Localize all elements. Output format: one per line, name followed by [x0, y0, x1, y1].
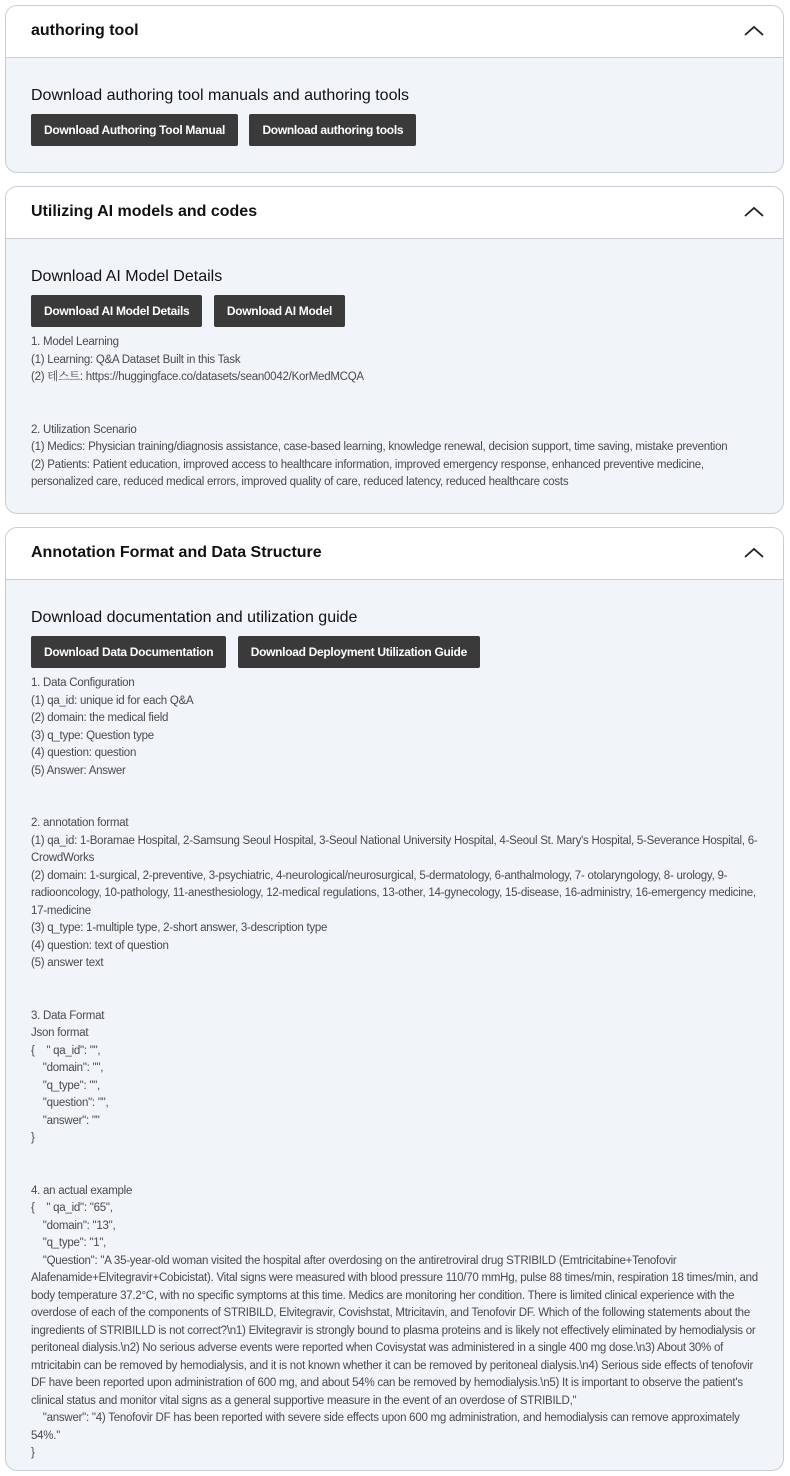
text-line: Json format — [31, 1027, 89, 1039]
text-line: (3) q_type: Question type — [31, 729, 154, 742]
panel-title: Utilizing AI models and codes — [31, 203, 258, 220]
text-line: 2. Utilization Scenario — [31, 423, 137, 436]
text-line: "q_type": "", — [31, 1079, 100, 1092]
annotation-description — [31, 675, 766, 1463]
download-ai-model-button[interactable]: Download AI Model — [214, 295, 345, 327]
text-line: "Question": "A 35-year-old woman visited the hospital after overdosing on the antiretroviral drug STRIBILD (Emtricitabine+Tenofovir Alafenamide+Elvitegravir+Cobicistat). Vital signs were measured with blood pressure 110/70 mmHg, pulse 88 times/min, respiration 18 times/min, and body temperature 37.2°C, with no specific symptoms at this time. Medics are monitoring her condition. There is limited clinical experience with the overdose of each of the components of STRIBILD, Elvitegravir, Covishstat, Mtricitavin, and Tenofovir DF. Which of the following statements about the ingredients of STRIBILLD is not correct?\n1) Elvitegravir is strongly bound to plasma proteins and is likely not effectively eliminated by hemodialysis or peritoneal dialysis.\n2) No serious adverse events were reported when Covisystat was administered in a single 400 mg dose.\n3) About 30% of mtricitabin can be removed by hemodialysis, and it is not known whether it can be removed by peritoneal dialysis.\n4) Serious side effects of tenofovir DF have been reported upon administration of 600 mg, and about 54% can be removed by hemodialysis.\n5) It is important to observe the patient's clinical status and monitor vital signs as a general supportive measure in the event of an overdose of STRIBILD," — [31, 1254, 761, 1407]
ai-model-description — [31, 334, 766, 492]
text-line: 4. an actual example — [31, 1184, 133, 1197]
text-line: { " qa_id": "", — [31, 1044, 101, 1057]
download-deployment-guide-button[interactable]: Download Deployment Utilization Guide — [238, 636, 480, 668]
text-line: (3) q_type: 1-multiple type, 2-short answer, 3-description type — [31, 922, 328, 934]
panel-title: authoring tool — [31, 22, 139, 39]
annotation-panel — [5, 527, 784, 1471]
text-line — [31, 780, 766, 798]
text-line: "q_type": "1", — [31, 1237, 107, 1249]
text-line: (2) Patients: Patient education, improved access to healthcare information, improved emergency response, enhanced preventive medicine, personalized care, reduced medical errors, improved quality of care, reduced latency, reduced healthcare costs — [31, 458, 707, 488]
text-line — [31, 387, 766, 405]
text-line: (1) Medics: Physician training/diagnosis assistance, case-based learning, knowledge renewal, decision support, time saving, mistake prevention — [31, 441, 728, 453]
download-authoring-manual-button[interactable]: Download Authoring Tool Manual — [31, 114, 238, 146]
text-line: (5) answer text — [31, 957, 104, 969]
text-line: (4) question: text of question — [31, 939, 169, 952]
panel-title: Annotation Format and Data Structure — [31, 544, 322, 561]
text-line: (1) Learning: Q&A Dataset Built in this Task — [31, 353, 241, 366]
text-line: (1) qa_id: unique id for each Q&A — [31, 694, 194, 707]
text-line: "domain": "", — [31, 1062, 104, 1074]
text-line: } — [31, 1447, 35, 1459]
authoring-tool-panel — [5, 5, 784, 173]
section-title: Download documentation and utilization guide — [31, 609, 358, 626]
text-line: 1. Data Configuration — [31, 677, 135, 689]
text-line: "question": "", — [31, 1097, 109, 1109]
text-line: (2) domain: 1-surgical, 2-preventive, 3-psychiatric, 4-neurological/neurosurgical, 5-dermatology, 6-anthalmology, 7- otolaryngology, 8- urology, 9-radiooncology, 10-pathology, 11-anesthesiology, 12-medical regulations, 13-other, 14-gynecology, 15-disease, 16-administry, 16-emergency medicine, 17-medicine — [31, 869, 759, 917]
chevron-up-icon[interactable] — [743, 203, 765, 221]
download-ai-model-details-button[interactable]: Download AI Model Details — [31, 295, 202, 327]
text-line — [31, 990, 766, 1008]
download-buttons — [31, 636, 484, 668]
ai-models-header[interactable] — [6, 187, 783, 239]
text-line — [31, 1148, 766, 1166]
text-line: (4) question: question — [31, 747, 137, 759]
download-data-documentation-button[interactable]: Download Data Documentation — [31, 636, 226, 668]
annotation-header[interactable] — [6, 528, 783, 580]
text-line: "domain": "13", — [31, 1219, 116, 1232]
text-line: { " qa_id": "65", — [31, 1202, 113, 1214]
text-line: 1. Model Learning — [31, 336, 119, 348]
ai-models-panel — [5, 186, 784, 514]
authoring-tool-header[interactable] — [6, 6, 783, 58]
download-buttons — [31, 295, 349, 327]
download-authoring-tools-button[interactable]: Download authoring tools — [249, 114, 416, 146]
text-line: } — [31, 1132, 35, 1144]
text-line: "answer": "" — [31, 1114, 100, 1127]
chevron-up-icon[interactable] — [743, 544, 765, 562]
section-title: Download authoring tool manuals and authoring tools — [31, 87, 410, 104]
section-title: Download AI Model Details — [31, 268, 223, 285]
text-line: (5) Answer: Answer — [31, 764, 126, 777]
text-line — [31, 973, 766, 991]
text-line: "answer": "4) Tenofovir DF has been reported with severe side effects upon 600 mg administration, and hemodialysis can remove approximately 54%." — [31, 1412, 743, 1442]
text-line — [31, 1165, 766, 1183]
text-line — [31, 798, 766, 816]
text-line: 2. annotation format — [31, 817, 129, 829]
download-buttons — [31, 114, 420, 146]
chevron-up-icon[interactable] — [743, 22, 765, 40]
text-line: (2) 테스트: https://huggingface.co/datasets/sean0042/KorMedMCQA — [31, 371, 364, 383]
text-line — [31, 404, 766, 422]
text-line: (1) qa_id: 1-Boramae Hospital, 2-Samsung Seoul Hospital, 3-Seoul National University Hospital, 4-Seoul St. Mary's Hospital, 5-Severance Hospital, 6-CrowdWorks — [31, 834, 758, 864]
text-line: (2) domain: the medical field — [31, 712, 169, 724]
text-line: 3. Data Format — [31, 1009, 105, 1022]
